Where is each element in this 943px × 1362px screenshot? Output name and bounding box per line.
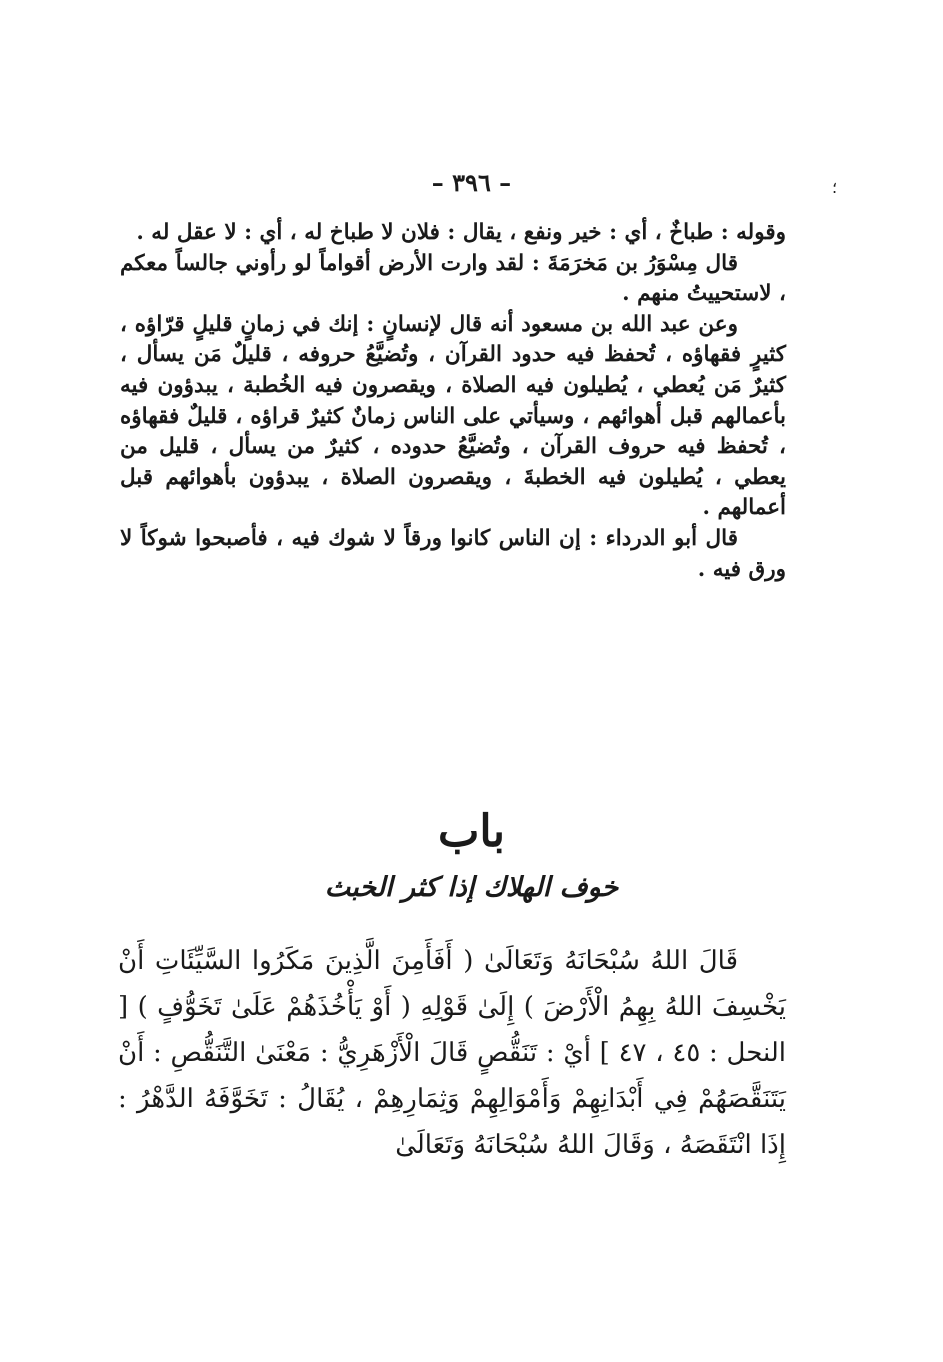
paragraph-ibn-masud: وعن عبد الله بن مسعود أنه قال لإنسانٍ : إنك في زمانٍ قليلٍ قرّاؤه ، كثيرٍ فقهاؤه ، تُحفظ فيه حدود القرآن ، وتُضيَّعُ حروفه ، قليلٌ مَن يسأل ، كثيرٌ مَن يُعطي ، يُطيلون فيه الصلاة ، ويقصرون فيه الخُطبة ، يبدؤون فيه بأعمالهم قبل أهوائهم ، وسيأتي على الناس زمانٌ كثيرٌ قراؤه ، قليلٌ فقهاؤه ، تُحفظ فيه حروف القرآن ، وتُضيَّعُ حدوده ، كثيرٌ من يسأل ، قليل من يعطي ، يُطيلون فيه الخطبةَ ، ويقصرون الصلاة ، يبدؤون بأهوائهم قبل أعمالهم . (120, 311, 786, 521)
paragraph-quran-verse: قَالَ اللهُ سُبْحَانَهُ وَتَعَالَىٰ ( أَفَأَمِنَ الَّذِينَ مَكَرُوا السَّيِّئَاتِ أَنْ يَخْسِفَ اللهُ بِهِمُ الْأَرْضَ ) إِلَىٰ قَوْلِهِ ( أَوْ يَأْخُذَهُمْ عَلَىٰ تَخَوُّفٍ ) [ النحل : ٤٥ ، ٤٧ ] أيْ : تَنَقُّصٍ قَالَ الْأَزْهَرِيُّ : مَعْنَىٰ التَّنَقُّصِ : أَنْ يَتَنَقَّصَهُمْ فِي أَبْدَانِهِمْ وَأَمْوَالِهِمْ وَثِمَارِهِمْ ، يُقَالُ : تَخَوَّفَهُ الدَّهْرُ : إِذَا انْتَقَصَهُ ، وَقَالَ اللهُ سُبْحَانَهُ وَتَعَالَىٰ (118, 946, 786, 1160)
main-text-block (120, 218, 786, 585)
section-heading: باب (437, 806, 506, 857)
paragraph-abu-darda: قال أبو الدرداء : إن الناس كانوا ورقاً لا شوك فيه ، فأصبحوا شوكاً لا ورق فيه . (120, 525, 786, 582)
paragraph-tabbakh: وقوله : طباخٌ ، أي : خير ونفع ، يقال : فلان لا طباخ له ، أي : لا عقل له . (136, 220, 786, 245)
paragraph-miswar: قال مِسْوَرُ بن مَخرَمَةَ : لقد وارت الأرض أقواماً لو رأوني جالساً معكم ، لاستحييتُ منهم . (120, 250, 786, 307)
page-number: – ٣٩٦ – (431, 168, 512, 197)
section-text-block (118, 938, 786, 1168)
section-subtitle: خوف الهلاك إذا كثر الخبث (324, 872, 619, 903)
margin-mark: ؛ (832, 178, 838, 197)
